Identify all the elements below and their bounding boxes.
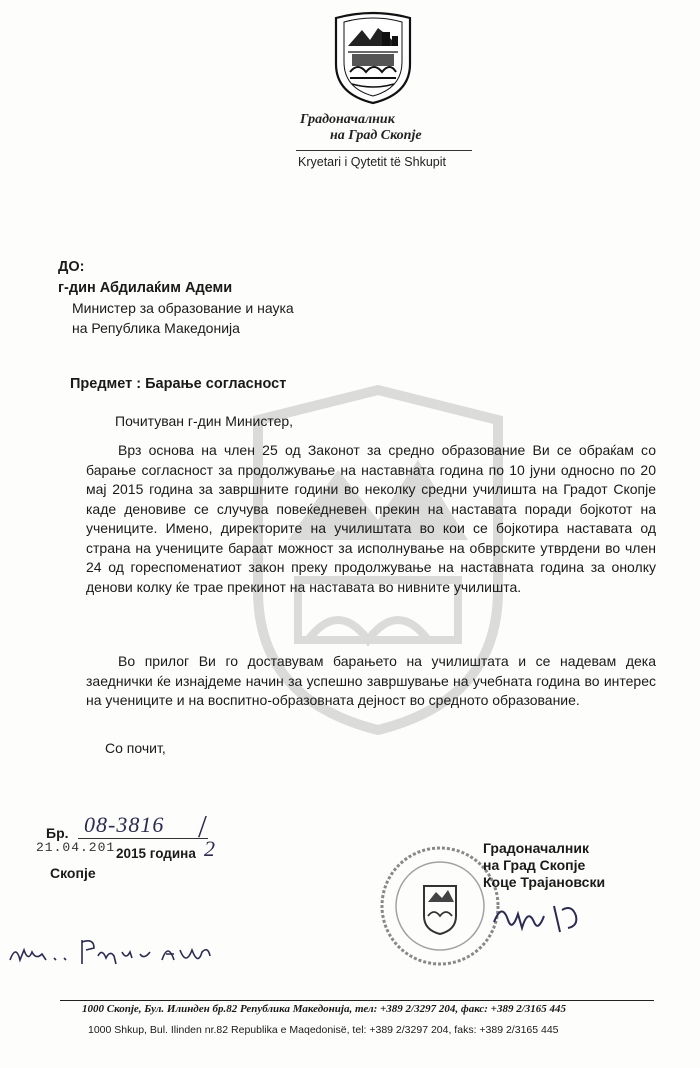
skopje-coat-of-arms-icon xyxy=(330,6,416,106)
footer-address-al: 1000 Shkup, Bul. Ilinden nr.82 Republika e Maqedonisë, tel: +389 2/3297 204, faks: +389 2/3165 445 xyxy=(88,1024,559,1036)
signatory-name: Коце Трајановски xyxy=(483,874,606,890)
signature-block xyxy=(483,840,605,891)
body-paragraph-2: Во прилог Ви го доставувам барањето на училиштата и се надевам дека заеднички ќе изнајдеме начин за успешно завршување на учебната година во интерес на учениците и на воспитно-образовната дејност во средното образование. xyxy=(86,653,656,708)
mayor-title-line2: на Град Скопје xyxy=(330,128,422,143)
footer-address-mk: 1000 Скопје, Бул. Илинден бр.82 Република Македонија, тел: +389 2/3297 204, факс: +389 2/3165 445 xyxy=(82,1003,566,1015)
signatory-title-line2: на Град Скопје xyxy=(483,857,586,873)
date-stamp: 21.04.201 xyxy=(36,840,116,855)
body-paragraph-1: Врз основа на член 25 од Законот за средно образование Ви се обраќам со барање согласност за продолжување на наставната година по 10 јуни односно по 20 мај 2015 година за завршните години во неколку средни училишта на Градот Скопје каде деновиве се случува повеќедневен прекин на наставата поради бојкотот на учениците. Имено, директорите на училиштата во кои се бојкотира наставата од страна на учениците бараат можност за исполнување на обврските утврдени во член 24 од гореспоменатиот закон преку продолжување на наставната година за онолку денови колку ќе трае прекинот на наставата во нивните училишта. xyxy=(86,442,656,595)
recipient-block xyxy=(58,278,294,338)
reference-number-label: Бр. xyxy=(46,825,69,841)
salutation: Почитуван г-дин Министер, xyxy=(115,413,294,429)
reference-underline xyxy=(78,838,208,839)
footer-divider xyxy=(60,1000,654,1001)
reference-suffix: 2 xyxy=(204,836,215,861)
handwritten-signature xyxy=(488,892,608,942)
mayor-title-mk xyxy=(300,112,450,144)
to-label: ДО: xyxy=(58,259,85,275)
mayor-title-line1: Градоначалник xyxy=(300,112,395,127)
reference-year: 2015 година xyxy=(116,846,196,861)
closing-line: Со почит, xyxy=(105,740,166,756)
recipient-country: на Република Македонија xyxy=(72,320,240,336)
recipient-position: Министер за образование и наука xyxy=(72,300,294,316)
recipient-name: г-дин Абдилаќим Адеми xyxy=(58,280,233,296)
mayor-title-al: Kryetari i Qytetit të Shkupit xyxy=(298,155,446,169)
reference-number-handwritten: 08-3816 xyxy=(84,812,165,837)
header-divider xyxy=(296,150,472,151)
signatory-title-line1: Градоначалник xyxy=(483,840,589,856)
reference-city: Скопје xyxy=(50,865,96,881)
reference-slash: / xyxy=(198,808,207,844)
subject-line: Предмет : Барање согласност xyxy=(70,376,287,392)
handwritten-note xyxy=(2,930,222,974)
